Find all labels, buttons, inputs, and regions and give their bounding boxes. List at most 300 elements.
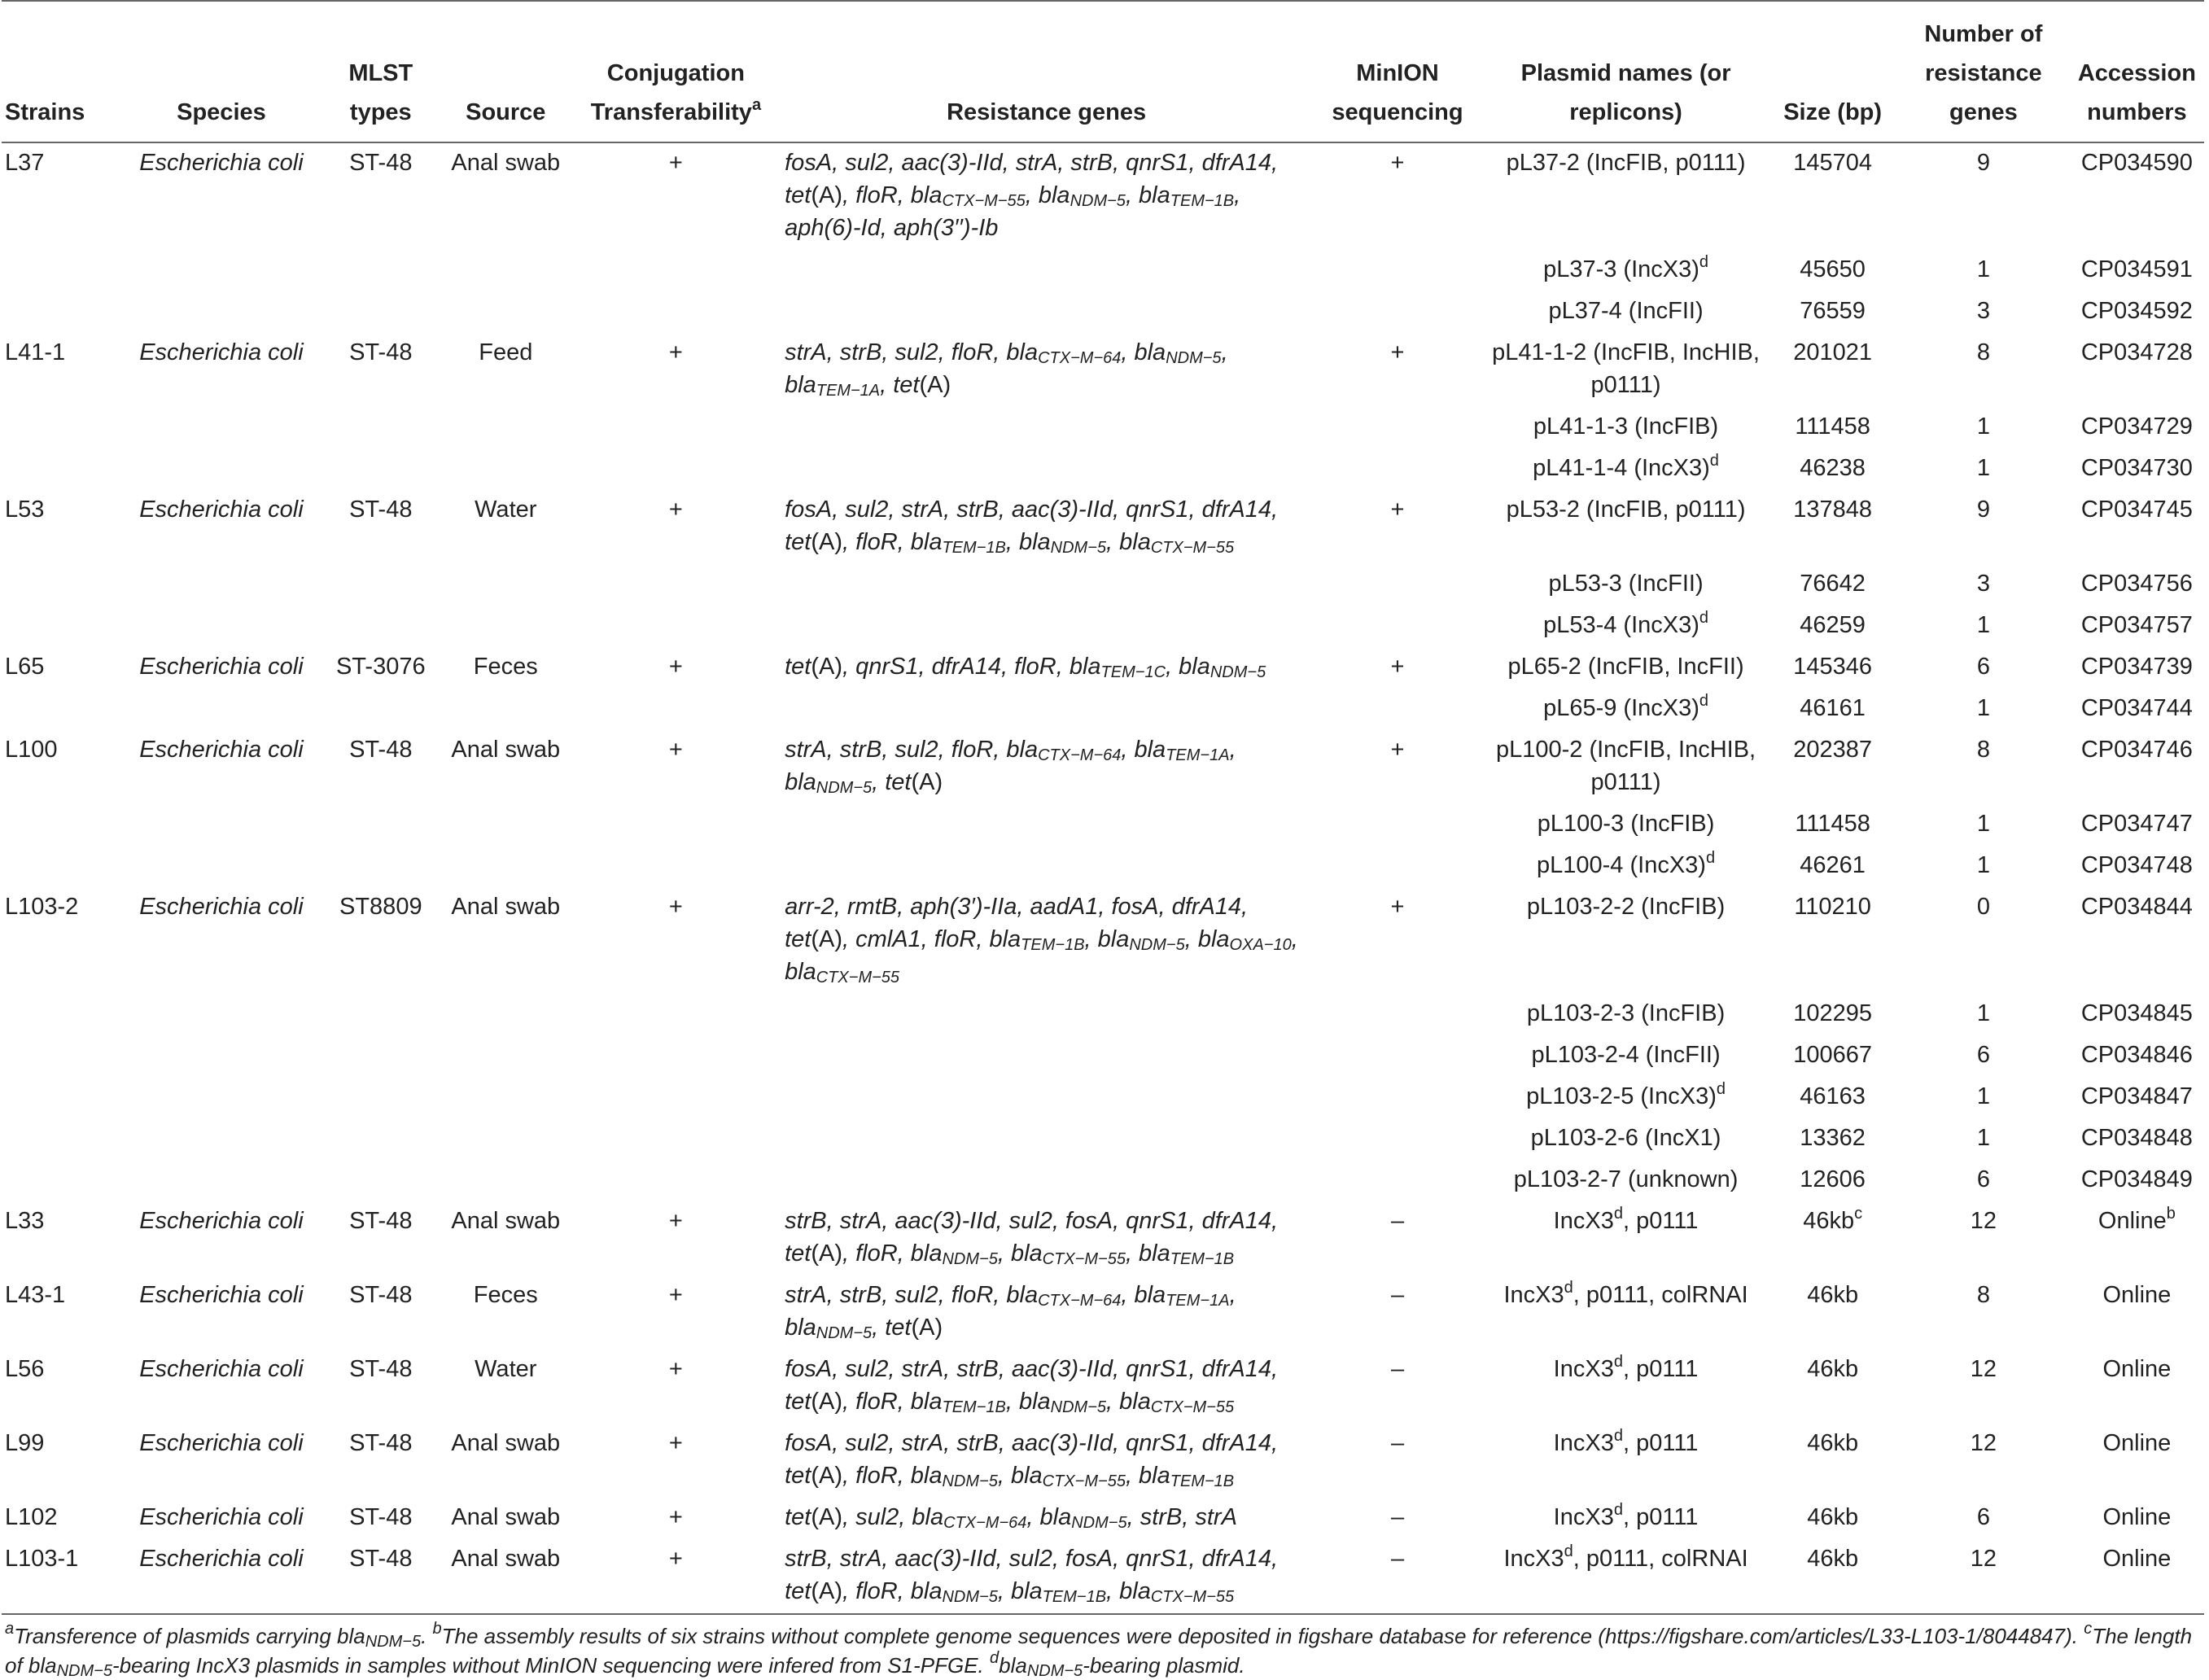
species-cell — [122, 1035, 320, 1077]
resistance-genes-cell — [781, 846, 1311, 887]
conjugation-cell: + — [668, 1430, 683, 1456]
size-cell: $46kb^c$ — [1803, 1205, 1863, 1234]
source-cell: Anal swab — [451, 150, 561, 176]
source-cell — [441, 994, 571, 1035]
species-cell — [122, 1118, 320, 1160]
source-cell — [441, 1035, 571, 1077]
accession-cell: CP034592 — [2080, 298, 2193, 324]
plasmid-cell: pL37-4 (IncFII) — [1548, 298, 1704, 324]
conjugation-cell — [571, 250, 781, 291]
table-row — [2, 1350, 2204, 1424]
conjugation-cell — [571, 291, 781, 333]
minion-cell: + — [1390, 737, 1405, 763]
mlst-cell — [321, 448, 441, 490]
mlst-cell — [321, 291, 441, 333]
conjugation-cell: + — [668, 339, 683, 365]
plasmid-cell: pL53-4 (IncX3)$^d$ — [1543, 609, 1709, 638]
table-row — [2, 1118, 2204, 1160]
minion-cell — [1311, 1160, 1484, 1201]
species-cell — [122, 1160, 320, 1201]
resistance-genes-cell — [781, 804, 1311, 846]
conjugation-cell — [571, 448, 781, 490]
strain-cell — [2, 564, 122, 606]
source-cell — [441, 250, 571, 291]
size-cell: 145704 — [1793, 150, 1873, 176]
strain-cell: L99 — [5, 1430, 45, 1456]
plasmid-cell: pL37-2 (IncFIB, p0111) — [1506, 150, 1746, 176]
size-cell: 46238 — [1800, 455, 1866, 481]
size-cell: 110210 — [1794, 894, 1871, 920]
source-cell: Water — [475, 497, 537, 523]
conjugation-cell: + — [668, 894, 683, 920]
gene-count-cell: 8 — [1976, 1282, 1990, 1308]
gene-count-cell: 12 — [1970, 1208, 1997, 1234]
minion-cell — [1311, 1077, 1484, 1118]
mlst-cell — [321, 994, 441, 1035]
conjugation-cell — [571, 606, 781, 647]
source-cell — [441, 689, 571, 730]
species-cell — [122, 994, 320, 1035]
strain-cell: L53 — [5, 497, 45, 523]
table-row — [2, 250, 2204, 291]
table-row — [2, 142, 2204, 250]
header-accession: Accession numbers — [2070, 1, 2204, 142]
resistance-genes-cell: strB, strA, aac(3)-IId, sul2, fosA, qnrS1, dfrA14, tet(A), floR, bla$_{NDM-5}$, bla$_{CTX-M-55}$, bla$_{TEM-1B}$ — [785, 1208, 1279, 1268]
species-cell: Escherichia coli — [139, 737, 304, 763]
source-cell: Water — [475, 1356, 537, 1382]
gene-count-cell: 1 — [1976, 612, 1990, 638]
accession-cell: CP034590 — [2080, 150, 2193, 176]
plasmid-cell: IncX3$^d$, p0111, colRNAI — [1503, 1279, 1748, 1308]
minion-cell: + — [1390, 654, 1405, 680]
source-cell — [441, 606, 571, 647]
gene-count-cell: 1 — [1976, 1125, 1990, 1151]
species-cell: Escherichia coli — [139, 654, 304, 680]
source-cell: Feces — [473, 1282, 538, 1308]
source-cell — [441, 1118, 571, 1160]
conjugation-cell: + — [668, 1356, 683, 1382]
accession-cell: CP034848 — [2080, 1125, 2193, 1151]
gene-count-cell: 1 — [1976, 1000, 1990, 1026]
gene-count-cell: 12 — [1897, 1539, 2070, 1614]
conjugation-cell — [571, 994, 781, 1035]
accession-cell: Online — [2102, 1504, 2172, 1530]
mlst-cell: ST-48 — [349, 737, 413, 763]
species-cell: Escherichia coli — [139, 1282, 304, 1308]
gene-count-cell: 6 — [1976, 1042, 1990, 1068]
mlst-cell: ST-48 — [349, 497, 413, 523]
size-cell: 137848 — [1793, 497, 1873, 523]
resistance-genes-cell — [781, 1160, 1311, 1201]
table-row — [2, 1424, 2204, 1498]
size-cell: 46161 — [1800, 695, 1866, 721]
conjugation-cell: + — [668, 497, 683, 523]
resistance-genes-cell — [781, 606, 1311, 647]
species-cell: Escherichia coli — [139, 150, 304, 176]
accession-cell: CP034849 — [2080, 1166, 2193, 1192]
gene-count-cell: 1 — [1976, 1083, 1990, 1109]
resistance-genes-cell: strA, strB, sul2, floR, bla$_{CTX-M-64}$, bla$_{TEM-1A}$, bla$_{NDM-5}$, tet(A) — [785, 737, 1236, 797]
minion-cell — [1311, 804, 1484, 846]
plasmid-cell: IncX3$^d$, p0111, colRNAI — [1484, 1539, 1768, 1614]
species-cell: Escherichia coli — [122, 1539, 320, 1614]
minion-cell — [1311, 250, 1484, 291]
mlst-cell: ST-48 — [349, 1504, 413, 1530]
accession-cell: CP034729 — [2080, 413, 2193, 440]
table-row — [2, 689, 2204, 730]
plasmid-cell: pL41-1-3 (IncFIB) — [1533, 413, 1719, 440]
strain-cell — [2, 994, 122, 1035]
minion-cell: – — [1390, 1208, 1405, 1234]
species-cell: Escherichia coli — [139, 894, 304, 920]
resistance-genes-cell: fosA, sul2, strA, strB, aac(3)-IId, qnrS1, dfrA14, tet(A), floR, bla$_{NDM-5}$, bla$_{CTX-M-55}$, bla$_{TEM-1B}$ — [785, 1430, 1279, 1490]
table-body — [2, 142, 2204, 1614]
strain-cell — [2, 291, 122, 333]
size-cell: 46259 — [1800, 612, 1866, 638]
header-source: Source — [441, 1, 571, 142]
mlst-cell: ST8809 — [339, 894, 422, 920]
mlst-cell — [321, 564, 441, 606]
footnote-marker: d — [1699, 609, 1709, 627]
table-row — [2, 1077, 2204, 1118]
footnote-marker: d — [1705, 849, 1716, 867]
source-cell — [441, 1077, 571, 1118]
size-cell: 111458 — [1795, 413, 1870, 440]
table-row — [2, 1275, 2204, 1350]
strain-cell: L103-1 — [2, 1539, 122, 1614]
source-cell: Anal swab — [451, 1430, 561, 1456]
minion-cell — [1311, 448, 1484, 490]
strain-cell — [2, 1035, 122, 1077]
resistance-genes-cell — [781, 1077, 1311, 1118]
resistance-genes-cell — [781, 994, 1311, 1035]
minion-cell: + — [1390, 150, 1405, 176]
size-cell: 202387 — [1793, 737, 1873, 763]
resistance-genes-cell: strA, strB, sul2, floR, bla$_{CTX-M-64}$, bla$_{NDM-5}$, bla$_{TEM-1A}$, tet(A) — [785, 339, 1228, 400]
strain-cell — [2, 1077, 122, 1118]
strain-cell — [2, 407, 122, 448]
conjugation-cell: + — [668, 654, 683, 680]
strain-cell: L56 — [5, 1356, 45, 1382]
table-row — [2, 333, 2204, 407]
plasmid-cell: IncX3$^d$, p0111 — [1553, 1205, 1699, 1234]
gene-count-cell: 1 — [1976, 455, 1990, 481]
conjugation-cell — [571, 1160, 781, 1201]
strain-cell — [2, 448, 122, 490]
accession-cell: CP034728 — [2080, 339, 2193, 365]
gene-count-cell: 6 — [1976, 654, 1990, 680]
footnote-marker: b — [2166, 1205, 2176, 1223]
minion-cell: – — [1390, 1430, 1405, 1456]
source-cell: Feed — [479, 339, 533, 365]
accession-cell: CP034745 — [2080, 497, 2193, 523]
mlst-cell — [321, 407, 441, 448]
plasmid-cell: pL103-2-2 (IncFIB) — [1526, 894, 1726, 920]
strain-cell — [2, 689, 122, 730]
conjugation-cell: + — [668, 1208, 683, 1234]
resistance-genes-cell: tet(A), qnrS1, dfrA14, floR, bla$_{TEM-1C}$, bla$_{NDM-5}$ — [785, 654, 1266, 681]
header-mlst: MLST types — [321, 1, 441, 142]
plasmid-cell: pL103-2-7 (unknown) — [1513, 1166, 1739, 1192]
accession-cell: CP034757 — [2080, 612, 2193, 638]
gene-count-cell: 6 — [1976, 1166, 1990, 1192]
accession-cell: CP034845 — [2080, 1000, 2193, 1026]
minion-cell: + — [1390, 894, 1405, 920]
mlst-cell: ST-48 — [349, 1282, 413, 1308]
size-cell: 45650 — [1800, 256, 1866, 282]
source-cell — [441, 407, 571, 448]
minion-cell: + — [1390, 497, 1405, 523]
mlst-cell: ST-48 — [349, 339, 413, 365]
size-cell: 46163 — [1800, 1083, 1866, 1109]
resistance-genes-cell — [781, 1118, 1311, 1160]
minion-cell: – — [1311, 1539, 1484, 1614]
size-cell: 12606 — [1800, 1166, 1866, 1192]
plasmid-cell: pL41-1-4 (IncX3)$^d$ — [1533, 452, 1719, 481]
table-row — [2, 647, 2204, 689]
header-plasmid: Plasmid names (or replicons) — [1484, 1, 1768, 142]
species-cell: Escherichia coli — [139, 1356, 304, 1382]
species-cell: Escherichia coli — [139, 339, 304, 365]
strain-cell: L100 — [5, 737, 58, 763]
resistance-table — [2, 0, 2204, 1615]
table-row — [2, 1539, 2204, 1614]
minion-cell — [1311, 407, 1484, 448]
conjugation-cell — [571, 1077, 781, 1118]
source-cell: Anal swab — [451, 1504, 561, 1530]
source-cell: Anal swab — [451, 1208, 561, 1234]
footnote-marker: c — [1854, 1205, 1863, 1223]
accession-cell: CP034748 — [2080, 852, 2193, 878]
size-cell: 46261 — [1800, 852, 1866, 878]
conjugation-cell — [571, 1035, 781, 1077]
size-cell: 46kb — [1768, 1539, 1897, 1614]
strain-cell: L37 — [5, 150, 45, 176]
strain-cell — [2, 846, 122, 887]
strain-cell — [2, 250, 122, 291]
source-cell — [441, 1160, 571, 1201]
accession-cell: CP034747 — [2080, 811, 2193, 837]
source-cell: Anal swab — [441, 1539, 571, 1614]
table-footnote: $^a$Transference of plasmids carrying bla$_{NDM-5}$. $^b$The assembly results of six strains without complete genome sequences were deposited in figshare database for reference (https://figshare.com/articles/L33-L103-1/8044847). $^c$The length of bla$_{NDM-5}$-bearing IncX3 plasmids in samples without MinION sequencing were infered from S1-PFGE. $^d$bla$_{NDM-5}$-bearing plasmid. — [5, 1620, 2193, 1680]
source-cell — [441, 564, 571, 606]
conjugation-cell: + — [668, 150, 683, 176]
gene-count-cell: 12 — [1970, 1356, 1997, 1382]
source-cell: Anal swab — [451, 894, 561, 920]
gene-count-cell: 3 — [1976, 571, 1990, 597]
source-cell — [441, 291, 571, 333]
plasmid-cell: IncX3$^d$, p0111 — [1553, 1427, 1699, 1456]
mlst-cell — [321, 1160, 441, 1201]
species-cell — [122, 606, 320, 647]
minion-cell — [1311, 689, 1484, 730]
strain-cell: L102 — [5, 1504, 58, 1530]
table-row — [2, 407, 2204, 448]
mlst-cell: ST-48 — [349, 1208, 413, 1234]
accession-cell: Online$^b$ — [2097, 1205, 2176, 1234]
accession-cell: CP034730 — [2080, 455, 2193, 481]
header-species: Species — [122, 1, 320, 142]
resistance-genes-cell: arr-2, rmtB, aph(3′)-IIa, aadA1, fosA, dfrA14, tet(A), cmlA1, floR, bla$_{TEM-1B}$, bla$_{NDM-5}$, bla$_{OXA-10}$, bla$_{CTX-M-55}$ — [785, 894, 1298, 987]
species-cell — [122, 250, 320, 291]
species-cell: Escherichia coli — [139, 497, 304, 523]
strain-cell — [2, 606, 122, 647]
gene-count-cell: 9 — [1976, 497, 1990, 523]
species-cell — [122, 564, 320, 606]
source-cell — [441, 448, 571, 490]
gene-count-cell: 9 — [1976, 150, 1990, 176]
accession-cell: Online — [2102, 1282, 2172, 1308]
size-cell: 102295 — [1793, 1000, 1873, 1026]
conjugation-cell — [571, 1118, 781, 1160]
accession-cell: Online — [2102, 1356, 2172, 1382]
plasmid-cell: pL65-9 (IncX3)$^d$ — [1543, 692, 1709, 721]
species-cell — [122, 846, 320, 887]
table-row — [2, 887, 2204, 994]
size-cell: 46kb — [1807, 1504, 1859, 1530]
mlst-cell: ST-48 — [349, 1356, 413, 1382]
accession-cell: Online — [2102, 1430, 2172, 1456]
accession-cell: CP034847 — [2080, 1083, 2193, 1109]
table-row — [2, 1160, 2204, 1201]
resistance-genes-cell: fosA, sul2, strA, strB, aac(3)-IId, qnrS1, dfrA14, tet(A), floR, bla$_{TEM-1B}$, bla$_{NDM-5}$, bla$_{CTX-M-55}$ — [785, 1356, 1279, 1416]
size-cell: 46kb — [1807, 1282, 1859, 1308]
accession-cell: Online — [2070, 1539, 2204, 1614]
plasmid-cell: pL65-2 (IncFIB, IncFII) — [1507, 654, 1744, 680]
size-cell: 145346 — [1793, 654, 1873, 680]
mlst-cell — [321, 606, 441, 647]
plasmid-cell: pL103-2-5 (IncX3)$^d$ — [1526, 1080, 1726, 1109]
species-cell — [122, 407, 320, 448]
minion-cell — [1311, 564, 1484, 606]
minion-cell — [1311, 291, 1484, 333]
species-cell — [122, 804, 320, 846]
conjugation-cell: + — [571, 1539, 781, 1614]
header-size: Size (bp) — [1768, 1, 1897, 142]
gene-count-cell: 0 — [1976, 894, 1990, 920]
gene-count-cell: 1 — [1976, 695, 1990, 721]
footnote-marker: d — [1709, 452, 1719, 470]
species-cell: Escherichia coli — [139, 1430, 304, 1456]
minion-cell: – — [1390, 1356, 1405, 1382]
mlst-cell: ST-48 — [321, 1539, 441, 1614]
resistance-genes-cell — [781, 689, 1311, 730]
conjugation-cell — [571, 564, 781, 606]
plasmid-cell: pL103-2-4 (IncFII) — [1531, 1042, 1721, 1068]
accession-cell: CP034756 — [2080, 571, 2193, 597]
plasmid-cell: pL41-1-2 (IncFIB, IncHIB, p0111) — [1492, 339, 1760, 398]
plasmid-cell: pL53-2 (IncFIB, p0111) — [1506, 497, 1746, 523]
plasmid-cell: pL37-3 (IncX3)$^d$ — [1543, 253, 1709, 282]
conjugation-cell — [571, 407, 781, 448]
conjugation-cell: + — [668, 1282, 683, 1308]
mlst-cell: ST-48 — [349, 1430, 413, 1456]
source-cell — [441, 846, 571, 887]
conjugation-cell: + — [668, 1504, 683, 1530]
gene-count-cell: 1 — [1976, 811, 1990, 837]
species-cell — [122, 291, 320, 333]
table-row — [2, 564, 2204, 606]
table-row — [2, 994, 2204, 1035]
minion-cell — [1311, 1035, 1484, 1077]
header-number: Number of resistance genes — [1897, 1, 2070, 142]
strain-cell: L43-1 — [5, 1282, 66, 1308]
source-cell: Anal swab — [451, 737, 561, 763]
minion-cell — [1311, 606, 1484, 647]
gene-count-cell: 8 — [1976, 737, 1990, 763]
table-row — [2, 730, 2204, 804]
plasmid-cell: pL100-4 (IncX3)$^d$ — [1537, 849, 1716, 878]
species-cell — [122, 1077, 320, 1118]
gene-count-cell: 12 — [1970, 1430, 1997, 1456]
mlst-cell: ST-48 — [349, 150, 413, 176]
resistance-genes-cell — [781, 448, 1311, 490]
plasmid-cell: IncX3$^d$, p0111 — [1553, 1353, 1699, 1382]
minion-cell — [1311, 994, 1484, 1035]
resistance-genes-cell — [781, 564, 1311, 606]
table-row — [2, 1201, 2204, 1275]
mlst-cell — [321, 689, 441, 730]
strain-cell: L33 — [5, 1208, 45, 1234]
plasmid-cell: pL100-3 (IncFIB) — [1537, 811, 1715, 837]
mlst-cell — [321, 1035, 441, 1077]
species-cell — [122, 448, 320, 490]
mlst-cell — [321, 250, 441, 291]
strain-cell: L103-2 — [5, 894, 79, 920]
table-row — [2, 490, 2204, 564]
gene-count-cell: 1 — [1976, 413, 1990, 440]
accession-cell: CP034846 — [2080, 1042, 2193, 1068]
table-row — [2, 804, 2204, 846]
size-cell: 100667 — [1793, 1042, 1873, 1068]
accession-cell: CP034739 — [2080, 654, 2193, 680]
resistance-genes-cell — [781, 291, 1311, 333]
header-minion: MinION sequencing — [1311, 1, 1484, 142]
resistance-genes-cell: fosA, sul2, aac(3)-IId, strA, strB, qnrS1, dfrA14, tet(A), floR, bla$_{CTX-M-55}$, bla$_{NDM-5}$, bla$_{TEM-1B}$, aph(6)-Id, aph(3′′)-Ib — [785, 150, 1279, 241]
plasmid-cell: pL103-2-6 (IncX1) — [1530, 1125, 1721, 1151]
conjugation-cell — [571, 689, 781, 730]
plasmid-cell: pL100-2 (IncFIB, IncHIB, p0111) — [1495, 737, 1756, 795]
gene-count-cell: 3 — [1976, 298, 1990, 324]
size-cell: 46kb — [1807, 1430, 1859, 1456]
minion-cell — [1311, 1118, 1484, 1160]
mlst-cell — [321, 804, 441, 846]
mlst-cell — [321, 846, 441, 887]
mlst-cell: ST-3076 — [335, 654, 426, 680]
table-row — [2, 846, 2204, 887]
gene-count-cell: 1 — [1976, 256, 1990, 282]
plasmid-cell: IncX3$^d$, p0111 — [1553, 1501, 1699, 1530]
source-cell: Feces — [473, 654, 538, 680]
resistance-genes-cell — [781, 250, 1311, 291]
plasmid-cell: pL53-3 (IncFII) — [1548, 571, 1704, 597]
header-conjugation: Conjugation Transferability$^a$ — [571, 1, 781, 142]
conjugation-cell — [571, 804, 781, 846]
mlst-cell — [321, 1077, 441, 1118]
table-row — [2, 291, 2204, 333]
resistance-genes-cell: strB, strA, aac(3)-IId, sul2, fosA, qnrS1, dfrA14, tet(A), floR, bla$_{NDM-5}$, bla$_{TEM-1B}$, bla$_{CTX-M-55}$ — [781, 1539, 1311, 1614]
minion-cell: – — [1390, 1282, 1405, 1308]
size-cell: 76642 — [1800, 571, 1866, 597]
footnote-marker: d — [1699, 253, 1709, 271]
resistance-genes-cell: tet(A), sul2, bla$_{CTX-M-64}$, bla$_{NDM-5}$, strB, strA — [785, 1504, 1237, 1532]
strain-cell: L65 — [5, 654, 45, 680]
size-cell: 201021 — [1793, 339, 1873, 365]
header-strains: Strains — [2, 1, 122, 142]
size-cell: 111458 — [1795, 811, 1870, 837]
table-row — [2, 448, 2204, 490]
resistance-genes-cell: fosA, sul2, strA, strB, aac(3)-IId, qnrS1, dfrA14, tet(A), floR, bla$_{TEM-1B}$, bla$_{NDM-5}$, bla$_{CTX-M-55}$ — [785, 497, 1279, 557]
